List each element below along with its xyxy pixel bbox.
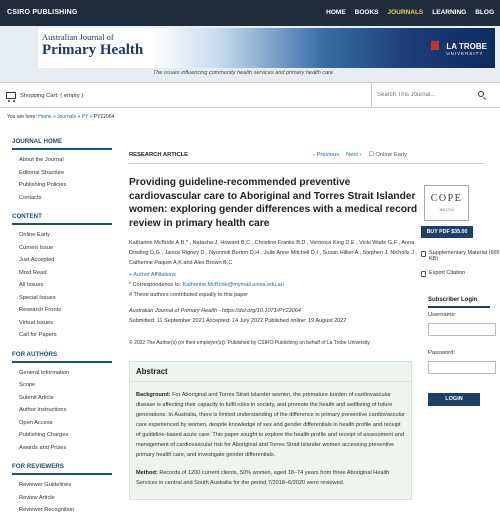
author-affiliations-toggle[interactable]: + Author Affiliations	[129, 272, 176, 278]
partner-name: LA TROBE	[446, 42, 487, 51]
background-text: For Aboriginal and Torres Strait Islander women, the premature burden of cardiovascular disease is affecting their capacity to fulfil roles in society, and promote the health and wellbeing of future generations. In Australia, there is limited understanding of the difference in primary preventive cardiovascular care experienced by women, despite knowledge of sex and gender differentials in health profile and receipt of guideline-based acute care. This paper sought to explore the health profile and receipt of assessment and management of cardiovascular risk for Aboriginal and Torres Strait Islander women accessing preventive primary health care, and investigate gender differentials.	[136, 392, 405, 458]
journal-banner[interactable]	[38, 28, 495, 68]
breadcrumb: You are here: Home » Journals » PY » PY22064	[7, 114, 115, 120]
login-button[interactable]: LOGIN	[428, 393, 480, 406]
sidebar-item[interactable]: Publishing Charges	[19, 432, 69, 438]
breadcrumb-home[interactable]: Home	[38, 114, 52, 120]
correspondence-email[interactable]: Katharine.McBride@mymail.unisa.edu.au	[182, 282, 284, 288]
sidebar-item[interactable]: Reviewer Guidelines	[19, 482, 72, 488]
method-text: Records of 1200 current clients, 50% women, aged 18–74 years from three Aboriginal Health Services in central and South Australia for the period 7/2018–6/2020 were reviewed.	[136, 470, 390, 486]
license-note: © 2022 The Author(s) (or their employer(s)). Published by CSIRO Publishing on behalf of La Trobe University	[129, 340, 370, 346]
export-icon	[421, 271, 426, 277]
journal-name-line2: Primary Health	[42, 42, 144, 58]
previous-label: Previous	[316, 152, 340, 158]
sidebar-item[interactable]: Special Issues	[19, 294, 56, 301]
sidebar-group-content	[12, 213, 112, 342]
correspondence-prefix: * Correspondence to:	[129, 282, 181, 288]
cope-text: COPE	[430, 193, 463, 204]
username-label: Username:	[428, 312, 457, 318]
nav-learning[interactable]: LEARNING	[432, 9, 467, 16]
top-nav	[326, 9, 494, 16]
article-type: RESEARCH ARTICLE	[129, 152, 189, 158]
abstract-method	[130, 460, 411, 488]
cart-icon	[6, 92, 16, 99]
login-heading: Subscriber Login	[428, 297, 478, 303]
breadcrumb-current: PY22064	[93, 114, 115, 120]
journal-tagline: The issues influencing community health services and primary health care	[153, 70, 334, 76]
document-icon	[421, 251, 426, 257]
sidebar-item[interactable]: Most Read	[19, 269, 47, 276]
sidebar-item[interactable]: Editorial Structure	[19, 169, 65, 176]
search-box	[371, 83, 486, 107]
sidebar-group-for-authors	[12, 351, 112, 455]
nav-home[interactable]: HOME	[326, 9, 346, 16]
article-dates: Submitted: 11 September 2021 Accepted: 14 July 2022 Published online: 19 August 2022	[129, 317, 347, 324]
method-label: Method:	[136, 470, 158, 476]
partner-sub: UNIVERSITY	[446, 51, 484, 56]
article-authors[interactable]: Katharine McBride A,B,* , Natasha J. Howard B,C , Christine Franks B,D , Veronica King D,E , Vicki Wade G,F , Anna Dowling D,G , Janice Rigney D , Nyunmiti Burton D,H , Julie Anne Mitchell D,I , Susan Hillier A , Stephen J. Nicholls J , Catherine Paquet A,K and Alex Brown B,C	[129, 240, 417, 266]
export-citation-link[interactable]	[421, 270, 465, 277]
correspondence	[129, 281, 284, 300]
cope-logo[interactable]	[424, 185, 469, 221]
online-early-label: Online Early	[375, 152, 407, 158]
sidebar-item[interactable]: Reviewer Recognition	[19, 507, 75, 513]
divider	[129, 163, 484, 164]
sidebar-item[interactable]: General Information	[19, 369, 70, 376]
sidebar-item[interactable]: Contacts	[19, 194, 42, 201]
supplementary-material-link[interactable]	[421, 250, 500, 262]
nav-blog[interactable]: BLOG	[475, 9, 494, 16]
citation-block	[129, 307, 419, 326]
sidebar-item[interactable]: Awards and Prizes	[19, 444, 67, 451]
sidebar-heading[interactable]: FOR AUTHORS	[12, 351, 112, 363]
abstract-panel	[129, 361, 412, 500]
abstract-heading: Abstract	[130, 362, 411, 382]
password-label: Password:	[428, 350, 456, 356]
cart-search-bar	[0, 82, 500, 108]
sidebar-item[interactable]: Publishing Policies	[19, 182, 67, 188]
next-label: Next	[346, 152, 359, 158]
supplementary-label: Supplementary Material (665 KB)	[429, 250, 500, 262]
citation-doi[interactable]: Australian Journal of Primary Health - https://doi.org/10.1071/PY22064	[129, 308, 301, 314]
buy-pdf-button[interactable]: BUY PDF $35.00	[421, 226, 473, 238]
sidebar-item[interactable]: Scope	[19, 382, 36, 388]
breadcrumb-py[interactable]: PY	[81, 114, 89, 120]
sidebar-item[interactable]: All Issues	[19, 282, 44, 288]
search-icon[interactable]	[478, 91, 484, 97]
sidebar	[12, 138, 112, 526]
password-field[interactable]	[428, 361, 496, 374]
article-title: Providing guideline-recommended preventive cardiovascular care to Aboriginal and Torres Strait Islander women: exploring gender differences with a medical record review in primary health care	[129, 177, 418, 229]
nav-books[interactable]: BOOKS	[354, 9, 379, 16]
online-early-link[interactable]: ☐ Online Early	[368, 152, 407, 158]
cart-label: Shopping Cart: ( empty )	[20, 92, 84, 99]
sidebar-heading[interactable]: FOR REVIEWERS	[12, 463, 112, 475]
partner-logo	[446, 42, 487, 56]
background-label: Background:	[136, 392, 171, 398]
latrobe-logo-icon	[431, 41, 439, 50]
sidebar-item[interactable]: Current Issue	[19, 244, 54, 251]
login-divider	[428, 306, 490, 308]
brand-logo[interactable]: CSIRO PUBLISHING	[7, 9, 78, 16]
sidebar-item[interactable]: Just Accepted	[19, 257, 55, 263]
breadcrumb-prefix: You are here:	[7, 114, 37, 120]
sidebar-item[interactable]: Submit Article	[19, 394, 54, 401]
shopping-cart[interactable]	[6, 92, 83, 99]
sidebar-item[interactable]: Author Instructions	[19, 407, 67, 413]
breadcrumb-journals[interactable]: Journals	[57, 114, 77, 120]
sidebar-group-journal-home	[12, 138, 112, 204]
sidebar-group-for-reviewers	[12, 463, 112, 517]
sidebar-item[interactable]: Review Article	[19, 494, 55, 501]
next-link[interactable]: Next ›	[346, 152, 362, 158]
sidebar-heading[interactable]: JOURNAL HOME	[12, 138, 112, 150]
top-bar	[0, 0, 500, 26]
abstract-background	[130, 382, 411, 460]
equal-contribution-note: # These authors contributed equally to this paper	[129, 291, 249, 298]
username-field[interactable]	[428, 323, 496, 336]
sidebar-item[interactable]: Virtual Issues	[19, 319, 54, 326]
export-label: Export Citation	[429, 270, 466, 276]
sidebar-heading[interactable]: CONTENT	[12, 213, 112, 225]
cope-sub: JM12703	[439, 208, 454, 212]
search-input[interactable]	[372, 83, 486, 107]
sidebar-item[interactable]: About the Journal	[19, 157, 64, 163]
nav-journals[interactable]: JOURNALS	[387, 9, 424, 16]
article-pager	[313, 152, 407, 158]
sidebar-item[interactable]: Research Fronts	[19, 307, 62, 313]
sidebar-item[interactable]: Call for Papers	[19, 332, 57, 338]
journal-name-line1: Australian Journal of	[42, 32, 114, 42]
sidebar-item[interactable]: Open Access	[19, 419, 53, 426]
sidebar-item[interactable]: Online Early	[19, 232, 50, 238]
previous-link[interactable]: ‹ Previous	[313, 152, 340, 158]
